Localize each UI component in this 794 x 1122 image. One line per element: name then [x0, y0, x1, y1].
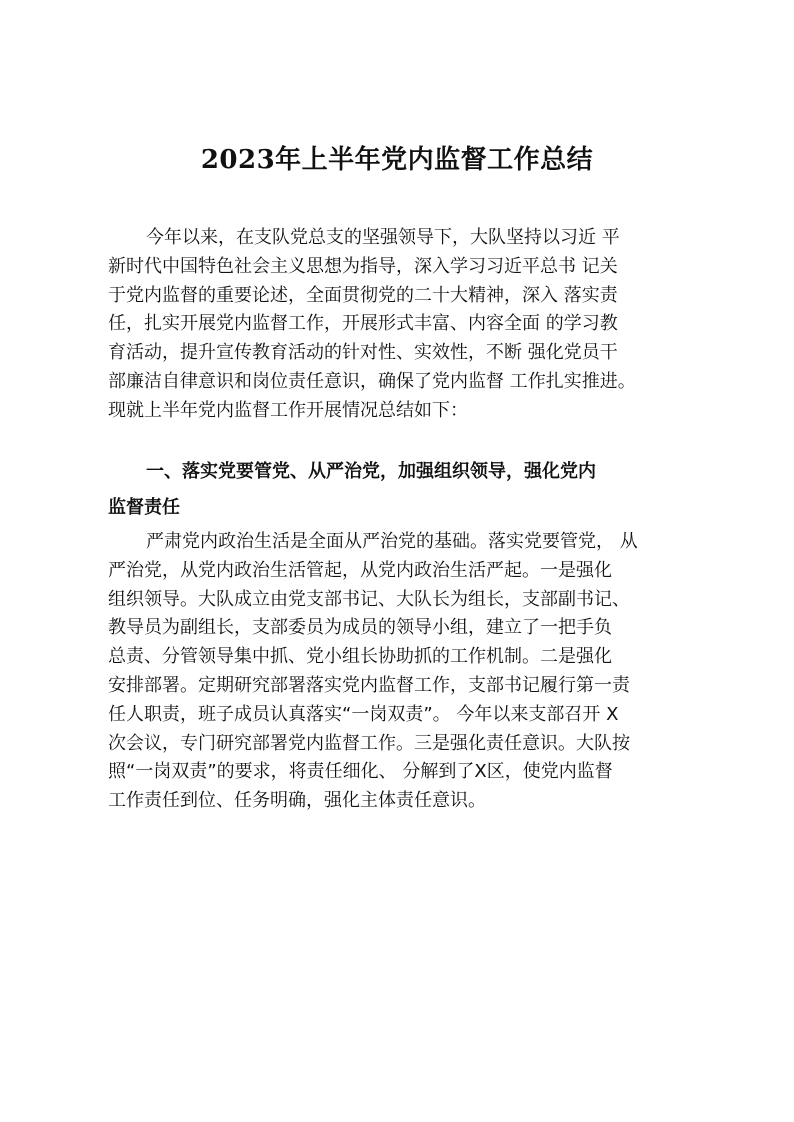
paragraph-line: 工作责任到位、任务明确，强化主体责任意识。 — [108, 790, 486, 812]
paragraph-line: 任人职责，班子成员认真落实“一岗双责”。 今年以来支部召开 X — [108, 703, 619, 725]
paragraph-line: 现就上半年党内监督工作开展情况总结如下： — [108, 399, 468, 421]
section-heading-1 — [108, 454, 700, 526]
paragraph-line: 总责、分管领导集中抓、党小组长协助抓的工作机制。二是强化 — [108, 646, 612, 668]
paragraph-line: 安排部署。定期研究部署落实党内监督工作，支部书记履行第一责 — [108, 674, 630, 696]
paragraph-line: 教导员为副组长，支部委员为成员的领导小组，建立了一把手负 — [108, 617, 612, 639]
page-title: 2023年上半年党内监督工作总结 — [200, 145, 594, 175]
heading-line: 监督责任 — [108, 497, 180, 518]
paragraph-line: 今年以来，在支队党总支的坚强领导下，大队坚持以习近 平 — [146, 227, 620, 248]
paragraph-line: 次会议，专门研究部署党内监督工作。三是强化责任意识。大队按 — [108, 732, 630, 754]
paragraph-intro — [108, 224, 700, 426]
paragraph-line: 于党内监督的重要论述，全面贯彻党的二十大精神，深入 落实责 — [108, 284, 618, 306]
paragraph-line: 新时代中国特色社会主义思想为指导，深入学习习近平总书 记关 — [108, 255, 618, 277]
paragraph-section-1 — [108, 528, 700, 816]
paragraph-line: 严肃党内政治生活是全面从严治党的基础。落实党要管党， 从 — [146, 531, 638, 552]
paragraph-line: 组织领导。大队成立由党支部书记、大队长为组长，支部副书记、 — [108, 588, 630, 610]
paragraph-line: 部廉洁自律意识和岗位责任意识，确保了党内监督 工作扎实推进。 — [108, 370, 636, 392]
paragraph-line: 育活动，提升宣传教育活动的针对性、实效性，不断 强化党员干 — [108, 342, 618, 364]
heading-line: 一、落实党要管党、从严治党，加强组织领导，强化党内 — [146, 461, 596, 482]
paragraph-line: 严治党，从党内政治生活管起，从党内政治生活严起。一是强化 — [108, 559, 612, 581]
paragraph-line: 照“一岗双责”的要求，将责任细化、 分解到了X区，使党内监督 — [108, 761, 613, 783]
paragraph-line: 任，扎实开展党内监督工作，开展形式丰富、内容全面 的学习教 — [108, 313, 618, 335]
